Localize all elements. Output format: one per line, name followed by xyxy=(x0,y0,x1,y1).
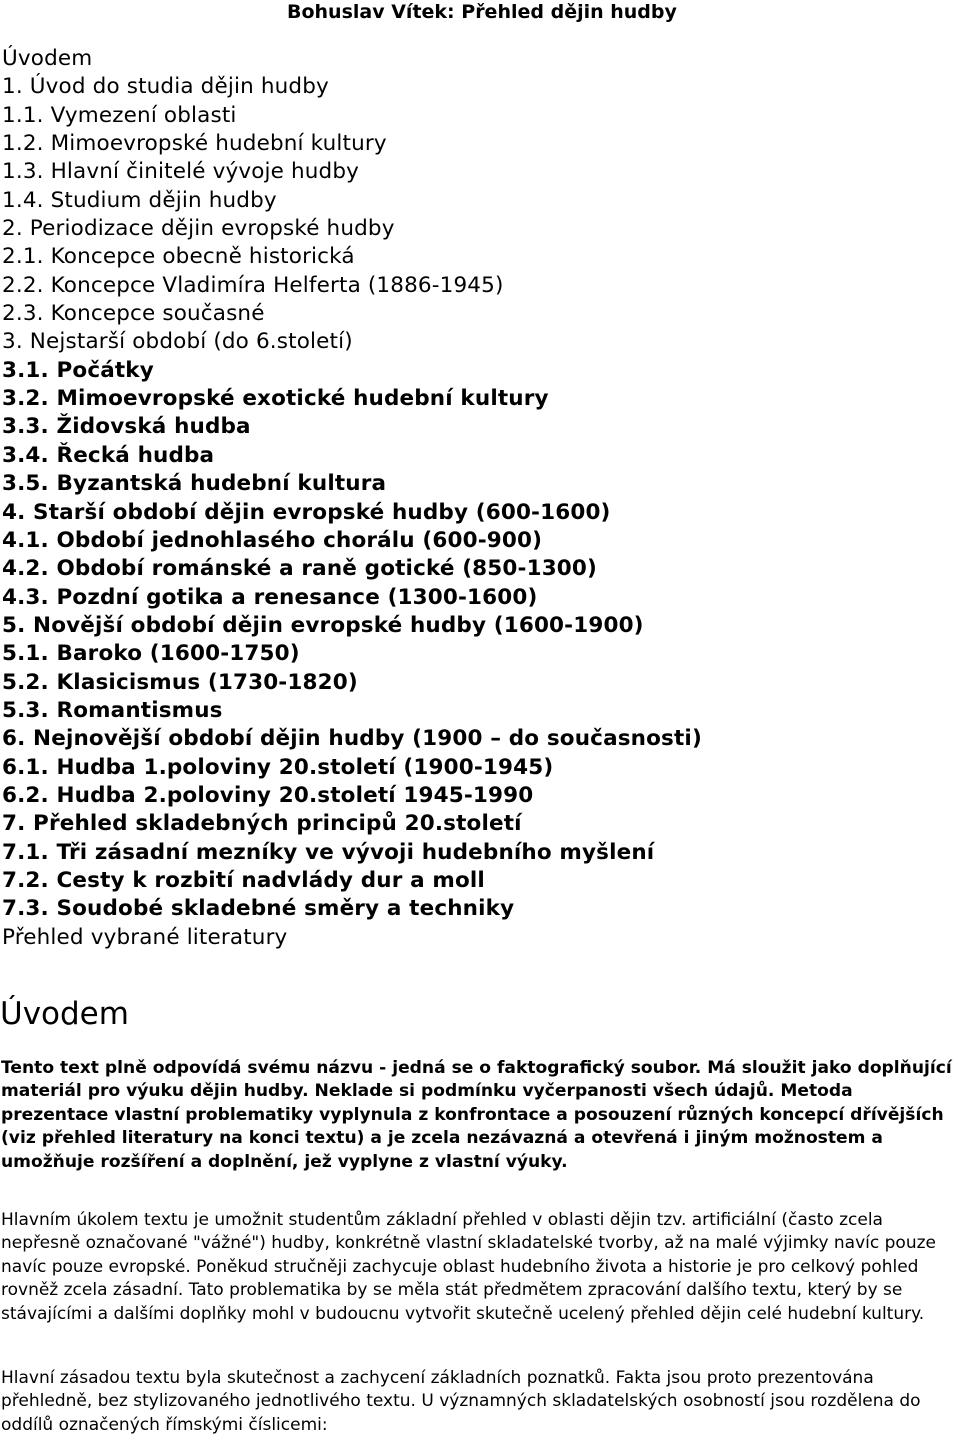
toc-item-2-3[interactable]: 2.3. Koncepce současné xyxy=(2,301,265,327)
body-paragraph-2: Hlavní zásadou textu byla skutečnost a zachycení základních poznatků. Fakta jsou proto prezentována přehledně, bez stylizovaného jednotlivého textu. U významných skladatelských osobností jsou rozdělena do oddílů označených římskými číslicemi: xyxy=(1,1368,921,1435)
toc-item-4-1[interactable]: 4.1. Období jednohlasého chorálu (600-900) xyxy=(2,527,543,553)
toc-item-1[interactable]: 1. Úvod do studia dějin hudby xyxy=(2,74,329,100)
toc-item-3-1[interactable]: 3.1. Počátky xyxy=(2,357,154,383)
toc-item-7-3[interactable]: 7.3. Soudobé skladebné směry a techniky xyxy=(2,896,515,922)
toc-item-7-1[interactable]: 7.1. Tři zásadní mezníky ve vývoji hudebního myšlení xyxy=(2,839,655,865)
toc-item-4-3[interactable]: 4.3. Pozdní gotika a renesance (1300-1600) xyxy=(2,584,538,610)
toc-item-7[interactable]: 7. Přehled skladebných principů 20.století xyxy=(2,811,522,837)
toc-item-2-1[interactable]: 2.1. Koncepce obecně historická xyxy=(2,244,355,270)
toc-item-6-1[interactable]: 6.1. Hudba 1.poloviny 20.století (1900-1945) xyxy=(2,754,554,780)
body-paragraph-1: Hlavním úkolem textu je umožnit studentům základní přehled v oblasti dějin tzv. artificiální (často zcela nepřesně označované "vážné") hudby, konkrétně vlastní skladatelské tvorby, až na malé výjimky navíc pouze navíc pouze evropské. Poněkud stručněji zachycuje oblast hudebního života a historie je pro celkový pohled rovněž zcela zásadní. Tato problematika by se měla stát předmětem zpracování dalšího textu, který by se stávajícími a dalšími doplňky mohl v budoucnu vytvořit skutečně ucelený přehled dějin celé hudební kultury. xyxy=(1,1210,936,1324)
toc-item-1-2[interactable]: 1.2. Mimoevropské hudební kultury xyxy=(2,131,387,157)
toc-item-6-2[interactable]: 6.2. Hudba 2.poloviny 20.století 1945-1990 xyxy=(2,782,534,808)
toc-item-3-2[interactable]: 3.2. Mimoevropské exotické hudební kultury xyxy=(2,386,549,412)
toc-item-6[interactable]: 6. Nejnovější období dějin hudby (1900 – do současnosti) xyxy=(2,726,702,752)
toc-item-1-1[interactable]: 1.1. Vymezení oblasti xyxy=(2,102,237,128)
toc-item-3[interactable]: 3. Nejstarší období (do 6.století) xyxy=(2,329,353,355)
toc-item-3-4[interactable]: 3.4. Řecká hudba xyxy=(2,442,215,468)
toc-item-4-2[interactable]: 4.2. Období románské a raně gotické (850-1300) xyxy=(2,556,598,582)
document-header: Bohuslav Vítek: Přehled dějin hudby xyxy=(287,1,677,23)
toc-item-uvodem[interactable]: Úvodem xyxy=(2,46,93,71)
toc-item-5-3[interactable]: 5.3. Romantismus xyxy=(2,697,223,723)
toc-item-1-3[interactable]: 1.3. Hlavní činitelé vývoje hudby xyxy=(2,159,360,185)
toc-item-5-2[interactable]: 5.2. Klasicismus (1730-1820) xyxy=(2,669,358,695)
toc-item-3-3[interactable]: 3.3. Židovská hudba xyxy=(2,414,251,440)
toc-item-3-5[interactable]: 3.5. Byzantská hudební kultura xyxy=(2,471,387,497)
section-title: Úvodem xyxy=(0,996,129,1032)
toc-item-7-2[interactable]: 7.2. Cesty k rozbití nadvlády dur a moll xyxy=(2,867,485,893)
toc-item-1-4[interactable]: 1.4. Studium dějin hudby xyxy=(2,187,277,213)
intro-bold-paragraph: Tento text plně odpovídá svému názvu - jedná se o faktografický soubor. Má sloužit jako doplňující materiál pro výuku dějin hudby. Neklade si podmínku vyčerpanosti všech údajů. Metoda prezentace vlastní problematiky vyplynula z konfrontace a posouzení různých koncepcí dřívějších (viz přehled literatury na konci textu) a je zcela nezávazná a otevřená i jiným možnostem a umožňuje rozšíření a doplnění, jež vyplyne z vlastní výuky. xyxy=(1,1058,952,1172)
toc-item-2-2[interactable]: 2.2. Koncepce Vladimíra Helferta (1886-1945) xyxy=(2,272,504,298)
table-of-contents xyxy=(2,45,702,952)
toc-item-5[interactable]: 5. Novější období dějin evropské hudby (1600-1900) xyxy=(2,612,644,638)
toc-item-5-1[interactable]: 5.1. Baroko (1600-1750) xyxy=(2,641,300,667)
toc-item-2[interactable]: 2. Periodizace dějin evropské hudby xyxy=(2,216,395,242)
toc-item-literatura[interactable]: Přehled vybrané literatury xyxy=(2,924,288,950)
toc-item-4[interactable]: 4. Starší období dějin evropské hudby (600-1600) xyxy=(2,499,611,525)
